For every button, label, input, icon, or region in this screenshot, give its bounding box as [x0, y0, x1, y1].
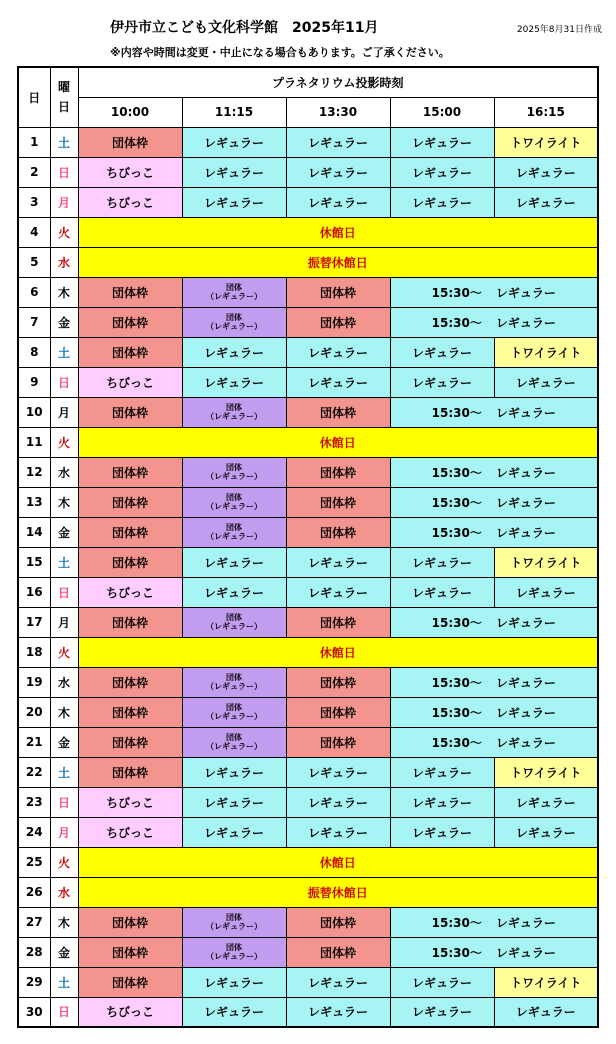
header-time: 13:30	[286, 97, 390, 127]
regular-cell: レギュラー	[390, 967, 494, 997]
dantai-cell: 団体枠	[78, 937, 182, 967]
late-regular: レギュラー	[495, 615, 556, 630]
regular-cell: レギュラー	[494, 787, 598, 817]
dantai-regular-top: 団体	[226, 313, 242, 322]
chibikko-cell: ちびっこ	[78, 577, 182, 607]
weekday: 土	[50, 547, 78, 577]
chibikko-cell: ちびっこ	[78, 367, 182, 397]
table-row	[18, 517, 598, 547]
day-number: 8	[18, 337, 50, 367]
dantai-regular-cell	[182, 277, 286, 307]
regular-cell: レギュラー	[390, 547, 494, 577]
regular-cell: レギュラー	[494, 367, 598, 397]
dantai-cell: 団体枠	[78, 757, 182, 787]
regular-cell: レギュラー	[494, 577, 598, 607]
day-number: 3	[18, 187, 50, 217]
twilight-cell: トワイライト	[494, 127, 598, 157]
table-row	[18, 337, 598, 367]
table-row	[18, 817, 598, 847]
weekday: 月	[50, 607, 78, 637]
header-weekday	[50, 67, 78, 127]
weekday: 火	[50, 217, 78, 247]
weekday: 金	[50, 727, 78, 757]
table-row	[18, 577, 598, 607]
dantai-cell: 団体枠	[286, 937, 390, 967]
table-row	[18, 127, 598, 157]
header-weekday-text: 曜日	[57, 80, 70, 115]
dantai-cell: 団体枠	[78, 667, 182, 697]
regular-cell: レギュラー	[494, 157, 598, 187]
regular-cell: レギュラー	[390, 787, 494, 817]
regular-cell: レギュラー	[390, 157, 494, 187]
regular-cell: レギュラー	[182, 367, 286, 397]
day-number: 14	[18, 517, 50, 547]
regular-cell: レギュラー	[286, 187, 390, 217]
late-regular-cell	[390, 667, 598, 697]
dantai-regular-cell	[182, 457, 286, 487]
weekday: 土	[50, 337, 78, 367]
day-number: 24	[18, 817, 50, 847]
header-time: 16:15	[494, 97, 598, 127]
day-number: 18	[18, 637, 50, 667]
header-time: 11:15	[182, 97, 286, 127]
dantai-regular-cell	[182, 697, 286, 727]
regular-cell: レギュラー	[182, 127, 286, 157]
late-regular-cell	[390, 487, 598, 517]
header-time: 15:00	[390, 97, 494, 127]
late-regular: レギュラー	[495, 705, 556, 720]
chibikko-cell: ちびっこ	[78, 787, 182, 817]
late-regular: レギュラー	[495, 915, 556, 930]
weekday: 水	[50, 247, 78, 277]
day-number: 11	[18, 427, 50, 457]
regular-cell: レギュラー	[390, 127, 494, 157]
late-time: 15:30～	[431, 405, 482, 420]
dantai-regular-bottom: （レギュラー）	[206, 322, 262, 331]
regular-cell: レギュラー	[390, 577, 494, 607]
dantai-cell: 団体枠	[286, 727, 390, 757]
weekday: 金	[50, 307, 78, 337]
regular-cell: レギュラー	[286, 757, 390, 787]
dantai-regular-cell	[182, 397, 286, 427]
notice-text: ※内容や時間は変更・中止になる場合もあります。ご了承ください。	[110, 46, 450, 59]
dantai-cell: 団体枠	[286, 457, 390, 487]
table-row	[18, 637, 598, 667]
table-row	[18, 607, 598, 637]
late-time: 15:30～	[431, 285, 482, 300]
dantai-regular-bottom: （レギュラー）	[206, 712, 262, 721]
late-time: 15:30～	[431, 495, 482, 510]
table-row	[18, 307, 598, 337]
late-regular: レギュラー	[495, 675, 556, 690]
weekday: 月	[50, 397, 78, 427]
table-row	[18, 487, 598, 517]
table-row	[18, 937, 598, 967]
regular-cell: レギュラー	[286, 157, 390, 187]
dantai-cell: 団体枠	[78, 277, 182, 307]
regular-cell: レギュラー	[286, 367, 390, 397]
twilight-cell: トワイライト	[494, 547, 598, 577]
regular-cell: レギュラー	[182, 997, 286, 1027]
dantai-regular-top: 団体	[226, 283, 242, 292]
dantai-cell: 団体枠	[78, 907, 182, 937]
dantai-regular-bottom: （レギュラー）	[206, 532, 262, 541]
day-number: 1	[18, 127, 50, 157]
dantai-cell: 団体枠	[286, 277, 390, 307]
regular-cell: レギュラー	[182, 547, 286, 577]
dantai-regular-top: 団体	[226, 403, 242, 412]
table-row	[18, 547, 598, 577]
late-time: 15:30～	[431, 705, 482, 720]
weekday: 火	[50, 637, 78, 667]
table-row	[18, 997, 598, 1027]
dantai-regular-top: 団体	[226, 523, 242, 532]
table-row	[18, 187, 598, 217]
regular-cell: レギュラー	[390, 997, 494, 1027]
table-row	[18, 787, 598, 817]
late-regular-cell	[390, 727, 598, 757]
day-number: 16	[18, 577, 50, 607]
day-number: 10	[18, 397, 50, 427]
dantai-regular-bottom: （レギュラー）	[206, 502, 262, 511]
weekday: 火	[50, 847, 78, 877]
late-regular-cell	[390, 697, 598, 727]
weekday: 火	[50, 427, 78, 457]
dantai-cell: 団体枠	[286, 517, 390, 547]
day-number: 26	[18, 877, 50, 907]
header-time: 10:00	[78, 97, 182, 127]
dantai-cell: 団体枠	[78, 487, 182, 517]
closed-cell: 休館日	[78, 637, 598, 667]
table-row	[18, 247, 598, 277]
regular-cell: レギュラー	[182, 337, 286, 367]
regular-cell: レギュラー	[390, 337, 494, 367]
late-regular: レギュラー	[495, 945, 556, 960]
dantai-regular-top: 団体	[226, 943, 242, 952]
day-number: 29	[18, 967, 50, 997]
table-row	[18, 727, 598, 757]
weekday: 日	[50, 787, 78, 817]
regular-cell: レギュラー	[182, 187, 286, 217]
late-regular-cell	[390, 277, 598, 307]
dantai-cell: 団体枠	[78, 517, 182, 547]
dantai-cell: 団体枠	[78, 457, 182, 487]
weekday: 金	[50, 517, 78, 547]
weekday: 水	[50, 877, 78, 907]
late-regular: レギュラー	[495, 285, 556, 300]
weekday: 木	[50, 487, 78, 517]
table-row	[18, 277, 598, 307]
dantai-regular-cell	[182, 727, 286, 757]
dantai-regular-bottom: （レギュラー）	[206, 682, 262, 691]
weekday: 月	[50, 187, 78, 217]
twilight-cell: トワイライト	[494, 757, 598, 787]
regular-cell: レギュラー	[494, 187, 598, 217]
late-time: 15:30～	[431, 525, 482, 540]
dantai-cell: 団体枠	[78, 547, 182, 577]
dantai-cell: 団体枠	[78, 337, 182, 367]
regular-cell: レギュラー	[390, 757, 494, 787]
dantai-regular-top: 団体	[226, 913, 242, 922]
chibikko-cell: ちびっこ	[78, 817, 182, 847]
late-time: 15:30～	[431, 735, 482, 750]
chibikko-cell: ちびっこ	[78, 997, 182, 1027]
closed-cell: 振替休館日	[78, 877, 598, 907]
dantai-cell: 団体枠	[286, 667, 390, 697]
regular-cell: レギュラー	[182, 787, 286, 817]
day-number: 20	[18, 697, 50, 727]
created-date: 2025年8月31日作成	[516, 25, 602, 35]
dantai-regular-cell	[182, 667, 286, 697]
dantai-cell: 団体枠	[286, 907, 390, 937]
dantai-cell: 団体枠	[78, 697, 182, 727]
dantai-regular-top: 団体	[226, 613, 242, 622]
late-regular: レギュラー	[495, 735, 556, 750]
table-row	[18, 757, 598, 787]
regular-cell: レギュラー	[286, 787, 390, 817]
late-regular: レギュラー	[495, 315, 556, 330]
dantai-regular-bottom: （レギュラー）	[206, 952, 262, 961]
dantai-cell: 団体枠	[78, 307, 182, 337]
weekday: 月	[50, 817, 78, 847]
header-day: 日	[18, 67, 50, 127]
schedule-body	[18, 127, 598, 1027]
regular-cell: レギュラー	[390, 817, 494, 847]
dantai-regular-top: 団体	[226, 493, 242, 502]
regular-cell: レギュラー	[494, 817, 598, 847]
dantai-cell: 団体枠	[78, 607, 182, 637]
late-time: 15:30～	[431, 915, 482, 930]
day-number: 28	[18, 937, 50, 967]
table-row	[18, 397, 598, 427]
day-number: 12	[18, 457, 50, 487]
table-row	[18, 907, 598, 937]
weekday: 日	[50, 997, 78, 1027]
regular-cell: レギュラー	[182, 757, 286, 787]
dantai-cell: 団体枠	[286, 607, 390, 637]
header-planetarium: プラネタリウム投影時刻	[78, 67, 598, 97]
day-number: 23	[18, 787, 50, 817]
day-number: 21	[18, 727, 50, 757]
dantai-regular-bottom: （レギュラー）	[206, 622, 262, 631]
dantai-cell: 団体枠	[286, 487, 390, 517]
dantai-regular-cell	[182, 487, 286, 517]
regular-cell: レギュラー	[286, 817, 390, 847]
dantai-cell: 団体枠	[286, 697, 390, 727]
late-regular: レギュラー	[495, 405, 556, 420]
table-row	[18, 427, 598, 457]
dantai-regular-bottom: （レギュラー）	[206, 412, 262, 421]
late-time: 15:30～	[431, 615, 482, 630]
weekday: 水	[50, 457, 78, 487]
dantai-regular-top: 団体	[226, 733, 242, 742]
regular-cell: レギュラー	[286, 337, 390, 367]
day-number: 22	[18, 757, 50, 787]
late-regular-cell	[390, 907, 598, 937]
regular-cell: レギュラー	[286, 967, 390, 997]
table-row	[18, 877, 598, 907]
schedule-table	[17, 66, 599, 1028]
weekday: 土	[50, 757, 78, 787]
table-row	[18, 667, 598, 697]
dantai-regular-cell	[182, 517, 286, 547]
late-regular: レギュラー	[495, 525, 556, 540]
late-regular-cell	[390, 607, 598, 637]
dantai-cell: 団体枠	[78, 967, 182, 997]
weekday: 日	[50, 577, 78, 607]
day-number: 7	[18, 307, 50, 337]
table-row	[18, 367, 598, 397]
late-time: 15:30～	[431, 315, 482, 330]
regular-cell: レギュラー	[390, 367, 494, 397]
weekday: 土	[50, 967, 78, 997]
dantai-regular-bottom: （レギュラー）	[206, 292, 262, 301]
day-number: 15	[18, 547, 50, 577]
late-time: 15:30～	[431, 675, 482, 690]
late-regular-cell	[390, 457, 598, 487]
late-regular: レギュラー	[495, 495, 556, 510]
dantai-regular-top: 団体	[226, 703, 242, 712]
table-row	[18, 967, 598, 997]
closed-cell: 休館日	[78, 217, 598, 247]
late-regular-cell	[390, 517, 598, 547]
day-number: 19	[18, 667, 50, 697]
table-row	[18, 697, 598, 727]
late-regular-cell	[390, 397, 598, 427]
dantai-regular-cell	[182, 937, 286, 967]
regular-cell: レギュラー	[286, 127, 390, 157]
dantai-regular-top: 団体	[226, 673, 242, 682]
late-time: 15:30～	[431, 465, 482, 480]
closed-cell: 休館日	[78, 847, 598, 877]
dantai-regular-cell	[182, 607, 286, 637]
table-row	[18, 217, 598, 247]
day-number: 5	[18, 247, 50, 277]
dantai-cell: 団体枠	[286, 307, 390, 337]
day-number: 9	[18, 367, 50, 397]
closed-cell: 振替休館日	[78, 247, 598, 277]
day-number: 2	[18, 157, 50, 187]
day-number: 30	[18, 997, 50, 1027]
table-row	[18, 457, 598, 487]
day-number: 6	[18, 277, 50, 307]
dantai-regular-bottom: （レギュラー）	[206, 922, 262, 931]
regular-cell: レギュラー	[390, 187, 494, 217]
weekday: 日	[50, 367, 78, 397]
regular-cell: レギュラー	[182, 817, 286, 847]
chibikko-cell: ちびっこ	[78, 187, 182, 217]
late-regular: レギュラー	[495, 465, 556, 480]
regular-cell: レギュラー	[286, 997, 390, 1027]
weekday: 金	[50, 937, 78, 967]
dantai-regular-top: 団体	[226, 463, 242, 472]
regular-cell: レギュラー	[182, 157, 286, 187]
day-number: 25	[18, 847, 50, 877]
twilight-cell: トワイライト	[494, 967, 598, 997]
dantai-cell: 団体枠	[78, 397, 182, 427]
dantai-cell: 団体枠	[78, 727, 182, 757]
regular-cell: レギュラー	[286, 577, 390, 607]
dantai-cell: 団体枠	[78, 127, 182, 157]
late-time: 15:30～	[431, 945, 482, 960]
weekday: 水	[50, 667, 78, 697]
regular-cell: レギュラー	[182, 967, 286, 997]
dantai-regular-bottom: （レギュラー）	[206, 742, 262, 751]
regular-cell: レギュラー	[494, 997, 598, 1027]
weekday: 木	[50, 907, 78, 937]
late-regular-cell	[390, 307, 598, 337]
page-title: 伊丹市立こども文化科学館 2025年11月	[110, 20, 379, 36]
weekday: 日	[50, 157, 78, 187]
weekday: 木	[50, 277, 78, 307]
weekday: 土	[50, 127, 78, 157]
dantai-regular-cell	[182, 907, 286, 937]
day-number: 4	[18, 217, 50, 247]
twilight-cell: トワイライト	[494, 337, 598, 367]
day-number: 13	[18, 487, 50, 517]
regular-cell: レギュラー	[182, 577, 286, 607]
day-number: 27	[18, 907, 50, 937]
regular-cell: レギュラー	[286, 547, 390, 577]
chibikko-cell: ちびっこ	[78, 157, 182, 187]
dantai-regular-cell	[182, 307, 286, 337]
dantai-cell: 団体枠	[286, 397, 390, 427]
table-row	[18, 157, 598, 187]
weekday: 木	[50, 697, 78, 727]
table-row	[18, 847, 598, 877]
closed-cell: 休館日	[78, 427, 598, 457]
late-regular-cell	[390, 937, 598, 967]
day-number: 17	[18, 607, 50, 637]
dantai-regular-bottom: （レギュラー）	[206, 472, 262, 481]
